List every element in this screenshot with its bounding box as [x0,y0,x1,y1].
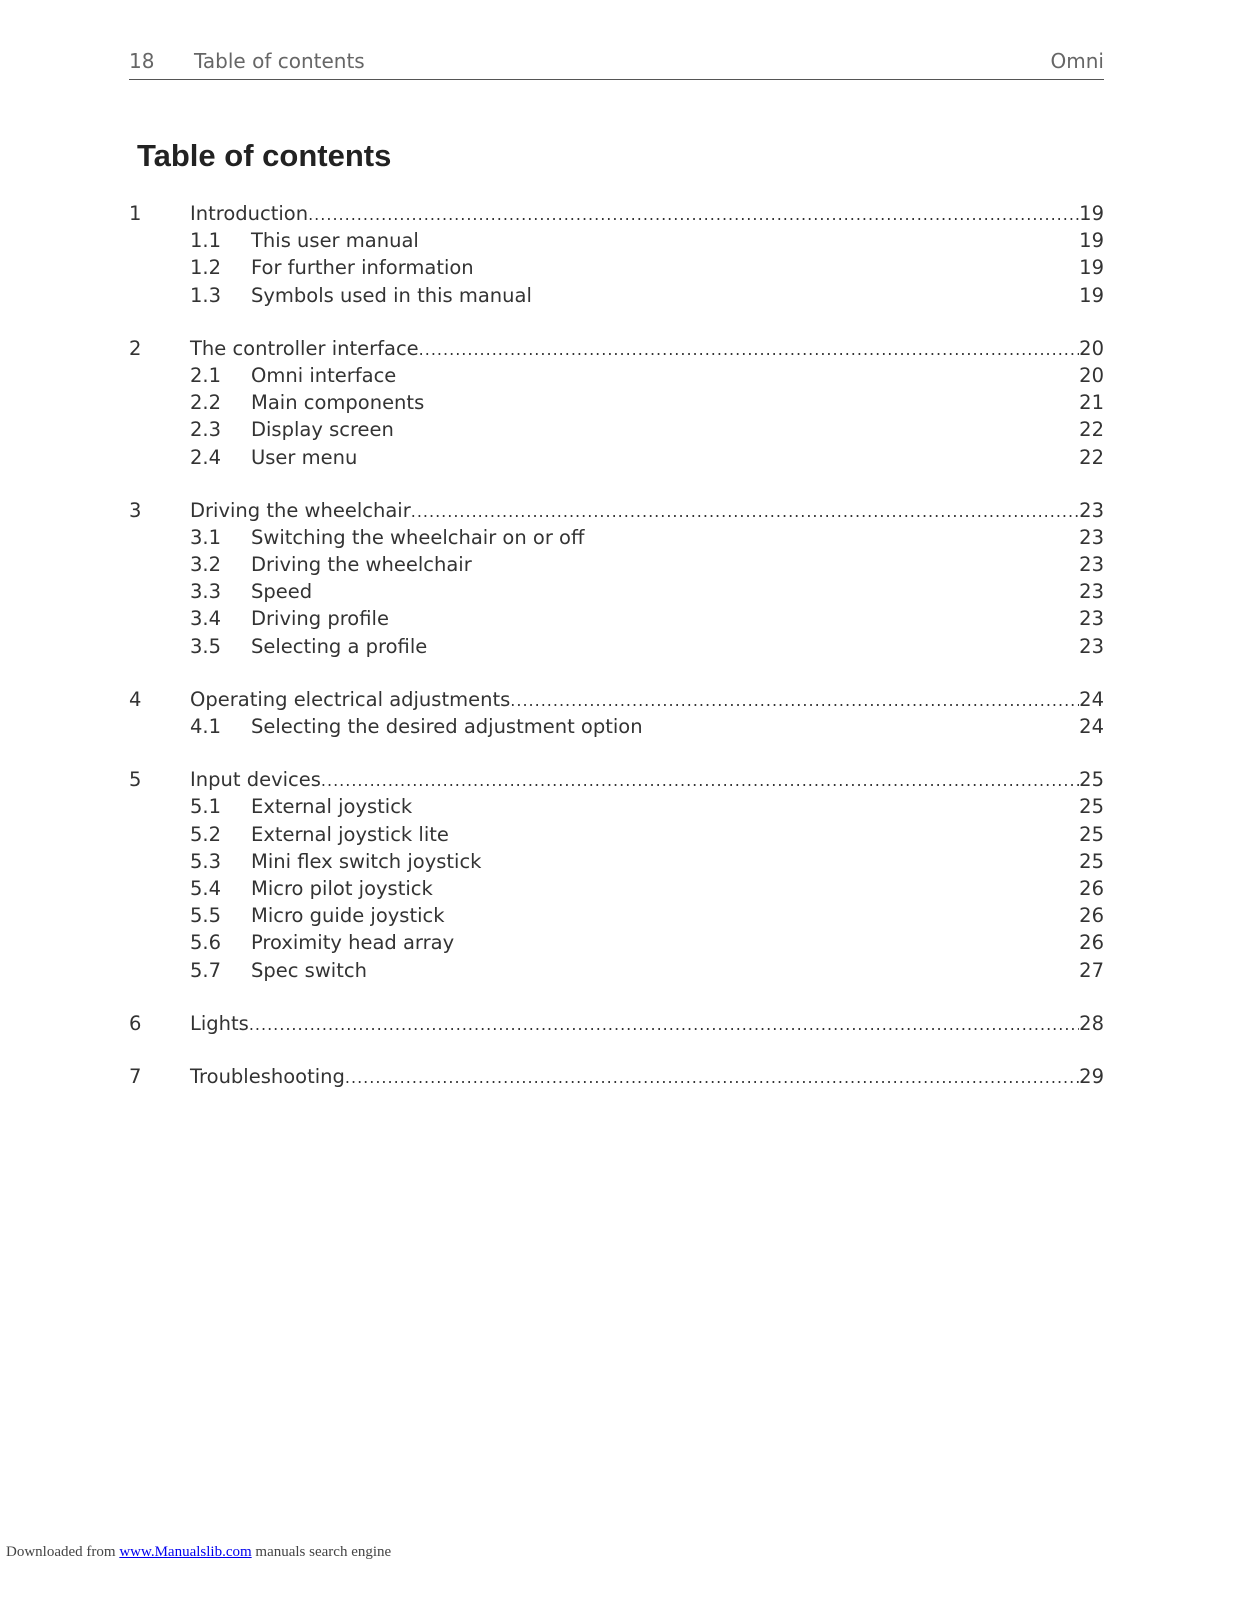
dot-leader [321,767,1079,794]
toc-subsection-row[interactable] [129,902,1104,929]
subsection-page: 25 [1079,795,1104,819]
subsection-page: 23 [1079,553,1104,577]
subsection-number: 4.1 [190,715,222,738]
chapter-page: 29 [1079,1064,1104,1088]
chapter-entry [190,1063,1104,1091]
toc-chapter-row[interactable] [129,497,1104,524]
chapter-number: 1 [129,202,142,225]
dot-leader [419,336,1080,363]
subsection-page: 27 [1079,958,1104,982]
toc-section [129,1010,1104,1037]
toc-subsection-row[interactable] [129,362,1104,389]
subsection-page: 25 [1079,849,1104,873]
chapter-page: 23 [1079,498,1104,522]
toc-chapter-row[interactable] [129,335,1104,362]
header-brand: Omni [1050,49,1104,73]
subsection-page: 26 [1079,876,1104,900]
subsection-number: 2.1 [190,363,222,387]
subsection-title: Micro pilot joystick [251,876,433,900]
subsection-page: 22 [1079,418,1104,442]
subsection-number: 5.3 [190,849,222,873]
footer-suffix: manuals search engine [251,1544,392,1560]
chapter-number: 7 [129,1064,142,1088]
toc-subsection-row[interactable] [129,444,1104,471]
subsection-title: Driving the wheelchair [251,553,472,577]
subsection-number: 3.3 [190,580,222,604]
subsection-page: 23 [1079,580,1104,604]
subsection-title: User menu [251,445,358,469]
toc-subsection-row[interactable] [129,254,1104,281]
subsection-title: Omni interface [251,363,397,387]
chapter-page: 20 [1079,336,1104,360]
dot-leader [411,498,1079,525]
subsection-number: 3.4 [190,607,222,631]
chapter-page: 19 [1079,202,1104,225]
subsection-page: 20 [1079,363,1104,387]
subsection-page: 22 [1079,445,1104,469]
subsection-number: 3.5 [190,634,222,658]
subsection-page: 19 [1079,283,1104,307]
toc-chapter-row[interactable] [129,1010,1104,1037]
chapter-page: 28 [1079,1011,1104,1035]
toc-section [129,335,1104,471]
chapter-title: Lights [190,1010,249,1037]
subsection-title: External joystick [251,795,413,819]
chapter-number: 2 [129,336,142,360]
chapter-title: Introduction [190,200,308,227]
subsection-number: 2.4 [190,445,222,469]
toc-chapter-row[interactable] [129,200,1104,227]
toc-chapter-row[interactable] [129,1063,1104,1090]
subsection-title: Spec switch [251,958,367,982]
chapter-entry [190,335,1104,363]
dot-leader [510,687,1079,714]
toc-subsection-row[interactable] [129,282,1104,309]
toc-subsection-row[interactable] [129,957,1104,984]
toc-section [129,1063,1104,1090]
toc-chapter-row[interactable] [129,766,1104,793]
subsection-page: 19 [1079,256,1104,280]
subsection-title: Selecting a profile [251,634,428,658]
subsection-title: Selecting the desired adjustment option [251,715,643,738]
subsection-number: 5.1 [190,795,222,819]
subsection-title: Micro guide joystick [251,904,445,928]
table-of-contents [129,200,1104,1116]
subsection-page: 23 [1079,634,1104,658]
toc-subsection-row[interactable] [129,793,1104,820]
subsection-number: 2.3 [190,418,222,442]
chapter-number: 3 [129,498,142,522]
subsection-page: 19 [1079,229,1104,253]
subsection-page: 26 [1079,931,1104,955]
subsection-number: 5.2 [190,822,222,846]
toc-section [129,766,1104,984]
chapter-page: 24 [1079,687,1104,711]
subsection-number: 3.2 [190,553,222,577]
subsection-title: Main components [251,391,425,415]
toc-subsection-row[interactable] [129,524,1104,551]
chapter-entry [190,766,1104,794]
subsection-title: Proximity head array [251,931,455,955]
subsection-number: 5.6 [190,931,222,955]
toc-subsection-row[interactable] [129,821,1104,848]
toc-subsection-row[interactable] [129,416,1104,443]
toc-subsection-row[interactable] [129,605,1104,632]
subsection-number: 5.4 [190,876,222,900]
chapter-number: 6 [129,1011,142,1035]
toc-subsection-row[interactable] [129,227,1104,254]
toc-subsection-row[interactable] [129,929,1104,956]
chapter-entry [190,497,1104,525]
subsection-number: 3.1 [190,525,222,549]
toc-subsection-row[interactable] [129,875,1104,902]
footer [6,1544,391,1561]
subsection-page: 23 [1079,607,1104,631]
subsection-number: 1.2 [190,256,222,280]
page-number: 18 [129,49,155,73]
chapter-title: The controller interface [190,335,419,362]
chapter-title: Input devices [190,766,321,793]
footer-link[interactable]: www.Manualslib.com [119,1544,252,1560]
chapter-number: 5 [129,768,142,792]
chapter-title: Driving the wheelchair [190,497,411,524]
subsection-title: Driving profile [251,607,389,631]
toc-subsection-row[interactable] [129,713,1104,740]
toc-chapter-row[interactable] [129,686,1104,713]
subsection-number: 1.1 [190,229,222,253]
chapter-page: 25 [1079,768,1104,792]
toc-section [129,497,1104,660]
toc-subsection-row[interactable] [129,848,1104,875]
toc-subsection-row[interactable] [129,389,1104,416]
subsection-title: This user manual [251,229,419,253]
subsection-number: 1.3 [190,283,222,307]
dot-leader [308,201,1079,228]
chapter-entry [190,1010,1104,1038]
dot-leader [249,1011,1079,1038]
subsection-title: Mini flex switch joystick [251,849,482,873]
subsection-page: 26 [1079,904,1104,928]
header-section-title: Table of contents [194,49,365,73]
chapter-title: Operating electrical adjustments [190,686,510,713]
toc-subsection-row[interactable] [129,578,1104,605]
chapter-title: Troubleshooting [190,1063,345,1090]
toc-subsection-row[interactable] [129,551,1104,578]
subsection-page: 21 [1079,391,1104,415]
subsection-number: 5.7 [190,958,222,982]
toc-subsection-row[interactable] [129,633,1104,660]
subsection-title: Switching the wheelchair on or off [251,525,585,549]
chapter-entry [190,200,1104,228]
subsection-page: 23 [1079,525,1104,549]
toc-section [129,200,1104,309]
subsection-title: External joystick lite [251,822,449,846]
subsection-title: For further information [251,256,474,280]
subsection-number: 5.5 [190,904,222,928]
chapter-entry [190,686,1104,714]
subsection-number: 2.2 [190,391,222,415]
footer-prefix: Downloaded from [6,1544,120,1560]
subsection-title: Display screen [251,418,394,442]
page-title: Table of contents [137,138,392,173]
subsection-title: Speed [251,580,313,604]
chapter-number: 4 [129,687,142,711]
subsection-page: 25 [1079,822,1104,846]
subsection-title: Symbols used in this manual [251,283,532,307]
page-header [129,47,1104,80]
subsection-page: 24 [1079,715,1104,738]
toc-section [129,686,1104,740]
dot-leader [345,1064,1079,1091]
